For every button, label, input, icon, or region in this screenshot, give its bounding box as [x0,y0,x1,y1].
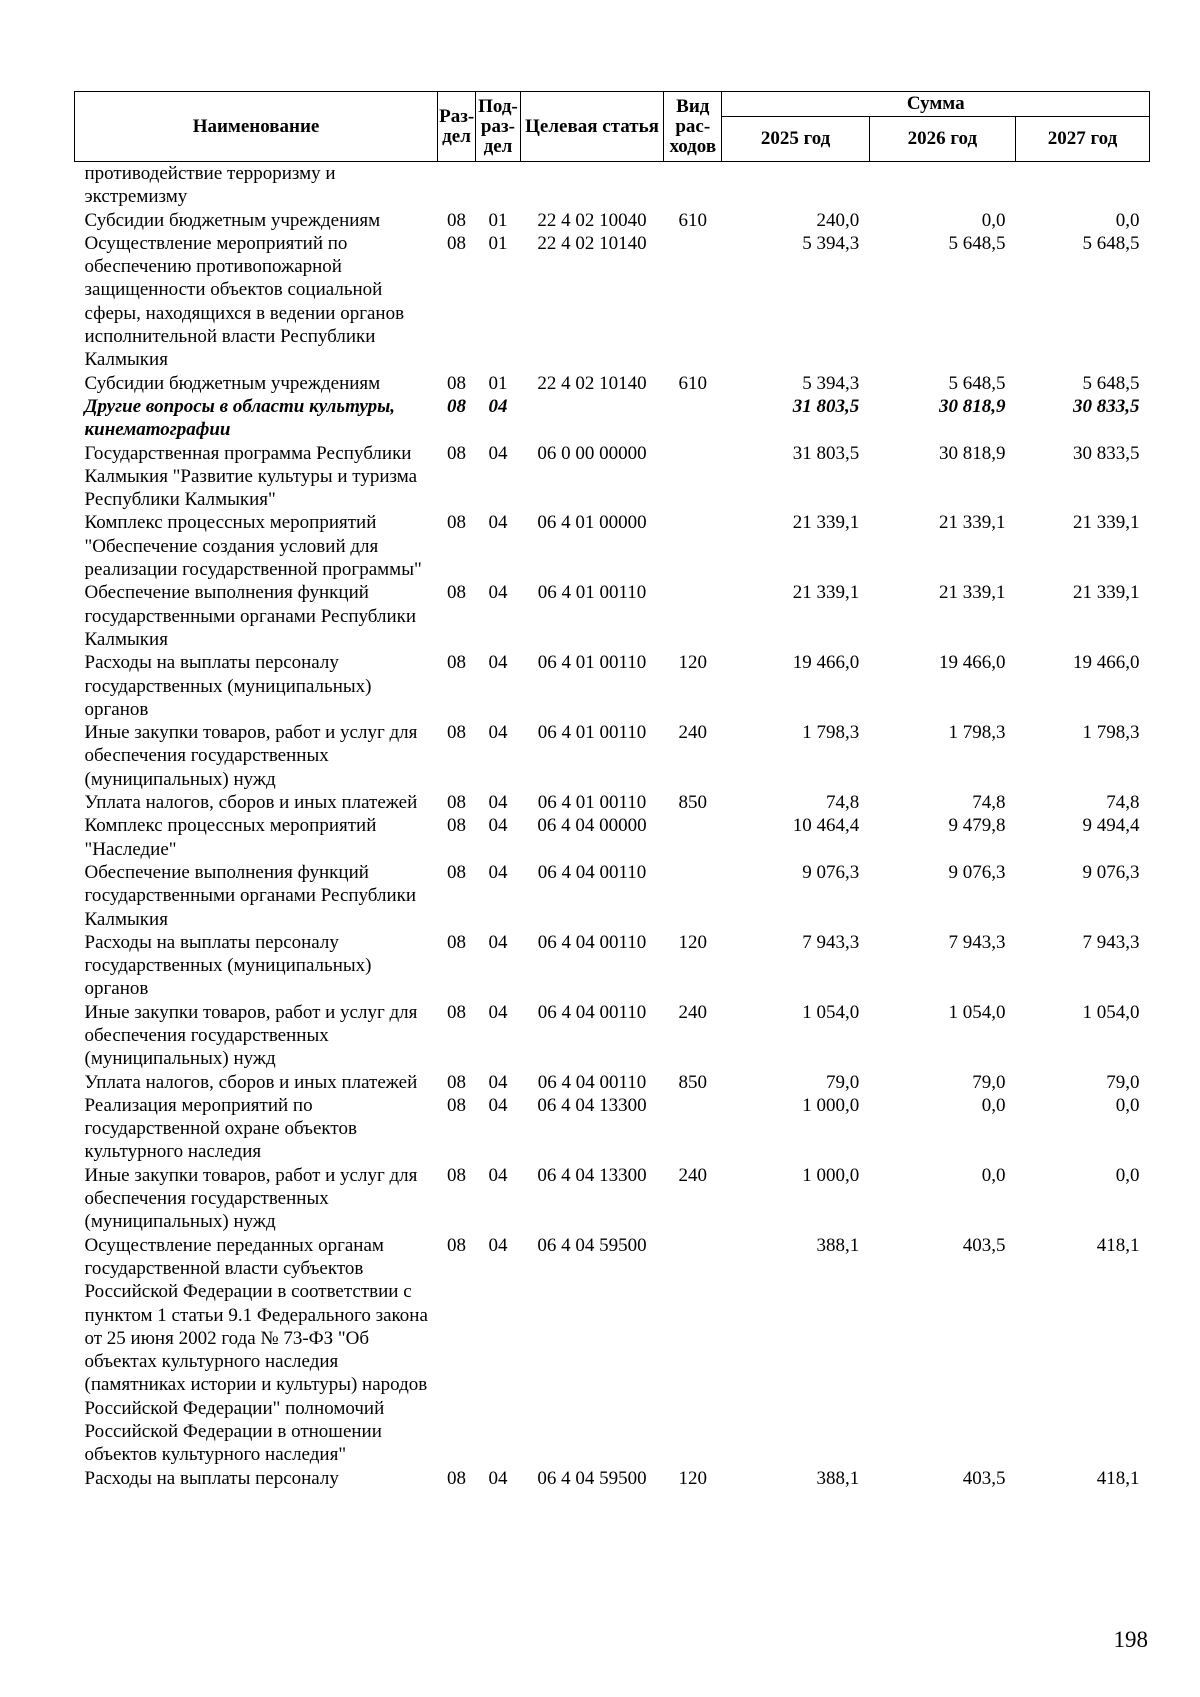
table-row [75,581,1150,651]
cell-2027: 418,1 [1096,1467,1140,1489]
table-row [75,1164,1150,1234]
cell-name: Иные закупки товаров, работ и услуг для обеспечения государственных (муниципальных) нужд [84,1001,418,1070]
table-row [75,1234,1150,1467]
cell-2027: 0,0 [1115,209,1140,231]
cell-razdel: 08 [447,372,467,394]
cell-2027: 1 054,0 [1082,1001,1140,1023]
cell-podrazdel: 04 [488,1467,508,1489]
cell-2026: 403,5 [962,1234,1006,1256]
table-row [75,395,1150,442]
cell-target-article [520,162,663,209]
cell-expense-type [664,1094,722,1164]
cell-2025: 388,1 [816,1234,860,1256]
cell-razdel: 08 [447,1164,467,1186]
header-target-article: Целевая статья [520,92,663,162]
cell-target-article: 06 0 00 00000 [537,442,647,464]
cell-target-article: 06 4 01 00110 [537,582,647,604]
cell-razdel: 08 [447,722,467,744]
table-row [75,372,1150,395]
cell-2025: 1 054,0 [802,1001,860,1023]
cell-podrazdel: 04 [488,1071,508,1093]
page-number: 198 [1113,1627,1148,1652]
cell-razdel: 08 [447,209,467,231]
cell-expense-type [664,814,722,861]
cell-2027: 5 648,5 [1082,372,1140,394]
cell-name: Иные закупки товаров, работ и услуг для обеспечения государственных (муниципальных) нужд [84,722,418,790]
table-row [75,1094,1150,1164]
cell-expense-type: 120 [678,652,708,674]
cell-target-article: 06 4 04 59500 [537,1467,647,1489]
table-row [75,931,1150,1001]
cell-podrazdel: 01 [488,232,508,254]
cell-expense-type: 240 [678,1001,708,1023]
table-row [75,162,1150,209]
cell-2026: 5 648,5 [948,232,1006,254]
cell-target-article: 06 4 04 00110 [537,931,647,953]
cell-2026: 1 798,3 [948,722,1006,744]
cell-razdel: 08 [447,792,467,814]
cell-2025: 19 466,0 [792,652,860,674]
cell-name: Осуществление мероприятий по обеспечению противопожарной защищенности объектов социальной сферы, находящихся в ведении органов исполнительной власти Республики Калмыкия [84,232,405,371]
cell-2027: 1 798,3 [1082,722,1140,744]
cell-expense-type [664,442,722,512]
cell-expense-type: 850 [678,792,708,814]
cell-2026: 0,0 [981,209,1006,231]
cell-podrazdel [475,162,520,209]
cell-2025: 1 000,0 [802,1094,860,1116]
cell-2027: 0,0 [1115,1094,1140,1116]
cell-razdel: 08 [447,1094,467,1116]
cell-name: Иные закупки товаров, работ и услуг для обеспечения государственных (муниципальных) нужд [84,1164,418,1233]
cell-2027: 21 339,1 [1073,582,1140,604]
cell-target-article: 06 4 01 00000 [537,512,647,534]
header-expense-type: Вид рас-ходов [664,92,722,162]
cell-2027: 9 494,4 [1082,815,1140,837]
cell-podrazdel: 04 [488,582,508,604]
cell-2027: 418,1 [1096,1234,1140,1256]
cell-podrazdel: 01 [488,209,508,231]
cell-razdel [438,162,476,209]
cell-2027: 5 648,5 [1082,232,1140,254]
cell-razdel: 08 [447,931,467,953]
cell-target-article: 06 4 04 00000 [537,815,647,837]
cell-2026: 30 818,9 [938,395,1006,417]
table-body [75,162,1150,1490]
cell-razdel: 08 [447,1234,467,1256]
cell-name: Уплата налогов, сборов и иных платежей [84,1071,418,1093]
cell-name: Субсидии бюджетным учреждениям [84,209,381,231]
cell-2027: 30 833,5 [1073,442,1140,464]
cell-razdel: 08 [447,582,467,604]
cell-expense-type: 610 [678,372,708,394]
cell-2025: 1 000,0 [802,1164,860,1186]
cell-2025: 1 798,3 [802,722,860,744]
cell-2027: 21 339,1 [1073,512,1140,534]
table-row [75,861,1150,931]
table-row [75,511,1150,581]
cell-target-article: 22 4 02 10140 [537,232,647,254]
cell-2026: 0,0 [981,1164,1006,1186]
header-name: Наименование [75,92,438,162]
cell-podrazdel: 04 [488,931,508,953]
cell-2025: 31 803,5 [792,395,860,417]
cell-podrazdel: 04 [488,395,508,417]
cell-podrazdel: 04 [488,792,508,814]
cell-2027: 30 833,5 [1073,395,1140,417]
cell-target-article: 22 4 02 10140 [537,372,647,394]
cell-name: Комплекс процессных мероприятий "Обеспечение создания условий для реализации государственной программы" [84,512,422,581]
header-year-2027: 2027 год [1015,117,1149,162]
cell-2026: 21 339,1 [938,582,1006,604]
table-row [75,1001,1150,1071]
cell-2025: 9 076,3 [802,861,860,883]
cell-2025: 5 394,3 [802,232,860,254]
table-row [75,1467,1150,1490]
cell-razdel: 08 [447,815,467,837]
cell-target-article: 06 4 04 13300 [537,1164,647,1186]
header-year-2025: 2025 год [722,117,869,162]
cell-razdel: 08 [447,861,467,883]
cell-target-article [520,395,663,442]
cell-2025: 79,0 [825,1071,860,1093]
cell-name: Расходы на выплаты персоналу государственных (муниципальных) органов [84,931,372,1000]
cell-2025: 7 943,3 [802,931,860,953]
cell-expense-type: 240 [678,1164,708,1186]
cell-razdel: 08 [447,1071,467,1093]
cell-name: Другие вопросы в области культуры, кинематографии [84,395,396,441]
cell-2027: 79,0 [1106,1071,1140,1093]
cell-podrazdel: 04 [488,512,508,534]
table-row [75,209,1150,232]
cell-2026: 74,8 [972,792,1006,814]
cell-2027: 9 076,3 [1082,861,1140,883]
cell-2027: 74,8 [1106,792,1140,814]
table-row [75,791,1150,814]
cell-razdel: 08 [447,1001,467,1023]
cell-expense-type [664,1234,722,1467]
cell-expense-type: 120 [678,931,708,953]
cell-2025: 21 339,1 [792,582,860,604]
cell-name: Расходы на выплаты персоналу [84,1467,339,1489]
cell-name: Осуществление переданных органам государственной власти субъектов Российской Федерации в соответствии с пунктом 1 статьи 9.1 Федерального закона от 25 июня 2002 года № 73-ФЗ "Об объектах культурного наследия (памятниках истории и культуры) народов Российской Федерации" полномочий Российской Федерации в отношении объектов культурного наследия" [84,1234,428,1466]
budget-table [74,91,1150,1490]
cell-target-article: 06 4 04 59500 [537,1234,647,1256]
header-razdel: Раз-дел [438,92,476,162]
cell-name: Комплекс процессных мероприятий "Наследие" [84,815,377,860]
cell-podrazdel: 04 [488,1001,508,1023]
table-row [75,442,1150,512]
cell-podrazdel: 04 [488,1164,508,1186]
cell-name: Субсидии бюджетным учреждениям [84,372,381,394]
table-row [75,232,1150,372]
table-row [75,814,1150,861]
cell-podrazdel: 04 [488,722,508,744]
cell-name: Реализация мероприятий по государственной охране объектов культурного наследия [84,1094,357,1163]
cell-2026: 0,0 [981,1094,1006,1116]
table-row [75,1071,1150,1094]
cell-target-article: 06 4 04 00110 [537,1071,647,1093]
cell-target-article: 06 4 04 13300 [537,1094,647,1116]
cell-razdel: 08 [447,652,467,674]
cell-expense-type [664,581,722,651]
cell-2026: 21 339,1 [938,512,1006,534]
table-row [75,651,1150,721]
cell-expense-type [664,162,722,209]
cell-expense-type: 610 [678,209,708,231]
cell-2025 [722,162,869,209]
cell-expense-type [664,861,722,931]
cell-expense-type: 850 [678,1071,708,1093]
cell-podrazdel: 04 [488,1234,508,1256]
cell-expense-type: 240 [678,722,708,744]
cell-2027: 7 943,3 [1082,931,1140,953]
cell-target-article: 06 4 01 00110 [537,652,647,674]
cell-name: Обеспечение выполнения функций государственными органами Республики Калмыкия [84,582,417,650]
cell-target-article: 06 4 04 00110 [537,1001,647,1023]
cell-2025: 31 803,5 [792,442,860,464]
cell-2025: 240,0 [816,209,860,231]
cell-name: Расходы на выплаты персоналу государственных (муниципальных) органов [84,652,372,720]
cell-2027: 19 466,0 [1073,652,1140,674]
cell-2025: 74,8 [825,792,860,814]
header-sum: Сумма [722,92,1150,117]
cell-2026: 30 818,9 [938,442,1006,464]
cell-2026: 7 943,3 [948,931,1006,953]
header-year-2026: 2026 год [869,117,1015,162]
cell-2026: 19 466,0 [938,652,1006,674]
cell-2026: 9 479,8 [948,815,1006,837]
cell-target-article: 06 4 04 00110 [537,861,647,883]
cell-name: Государственная программа Республики Калмыкия "Развитие культуры и туризма Республики Калмыкия" [84,442,418,511]
cell-2025: 5 394,3 [802,372,860,394]
table-row [75,721,1150,791]
cell-razdel: 08 [447,1467,467,1489]
cell-2025: 21 339,1 [792,512,860,534]
cell-target-article: 22 4 02 10040 [537,209,647,231]
cell-2027: 0,0 [1115,1164,1140,1186]
cell-2026: 403,5 [962,1467,1006,1489]
cell-2025: 388,1 [816,1467,860,1489]
cell-razdel: 08 [447,232,467,254]
cell-name: противодействие терроризму и экстремизму [84,163,336,208]
cell-expense-type [664,511,722,581]
cell-name: Уплата налогов, сборов и иных платежей [84,792,418,814]
header-podrazdel: Под-раз-дел [475,92,520,162]
cell-expense-type [664,232,722,372]
cell-2025: 10 464,4 [792,815,860,837]
cell-2027 [1015,162,1149,209]
cell-expense-type: 120 [678,1467,708,1489]
cell-razdel: 08 [447,395,467,417]
cell-target-article: 06 4 01 00110 [537,722,647,744]
cell-2026: 9 076,3 [948,861,1006,883]
cell-podrazdel: 01 [488,372,508,394]
cell-name: Обеспечение выполнения функций государственными органами Республики Калмыкия [84,861,417,930]
table-header [75,92,1150,162]
cell-2026 [869,162,1015,209]
cell-podrazdel: 04 [488,1094,508,1116]
cell-2026: 79,0 [972,1071,1006,1093]
cell-2026: 1 054,0 [948,1001,1006,1023]
cell-2026: 5 648,5 [948,372,1006,394]
cell-razdel: 08 [447,442,467,464]
cell-podrazdel: 04 [488,815,508,837]
cell-expense-type [664,395,722,442]
cell-razdel: 08 [447,512,467,534]
cell-podrazdel: 04 [488,652,508,674]
cell-podrazdel: 04 [488,442,508,464]
cell-target-article: 06 4 01 00110 [537,792,647,814]
cell-podrazdel: 04 [488,861,508,883]
